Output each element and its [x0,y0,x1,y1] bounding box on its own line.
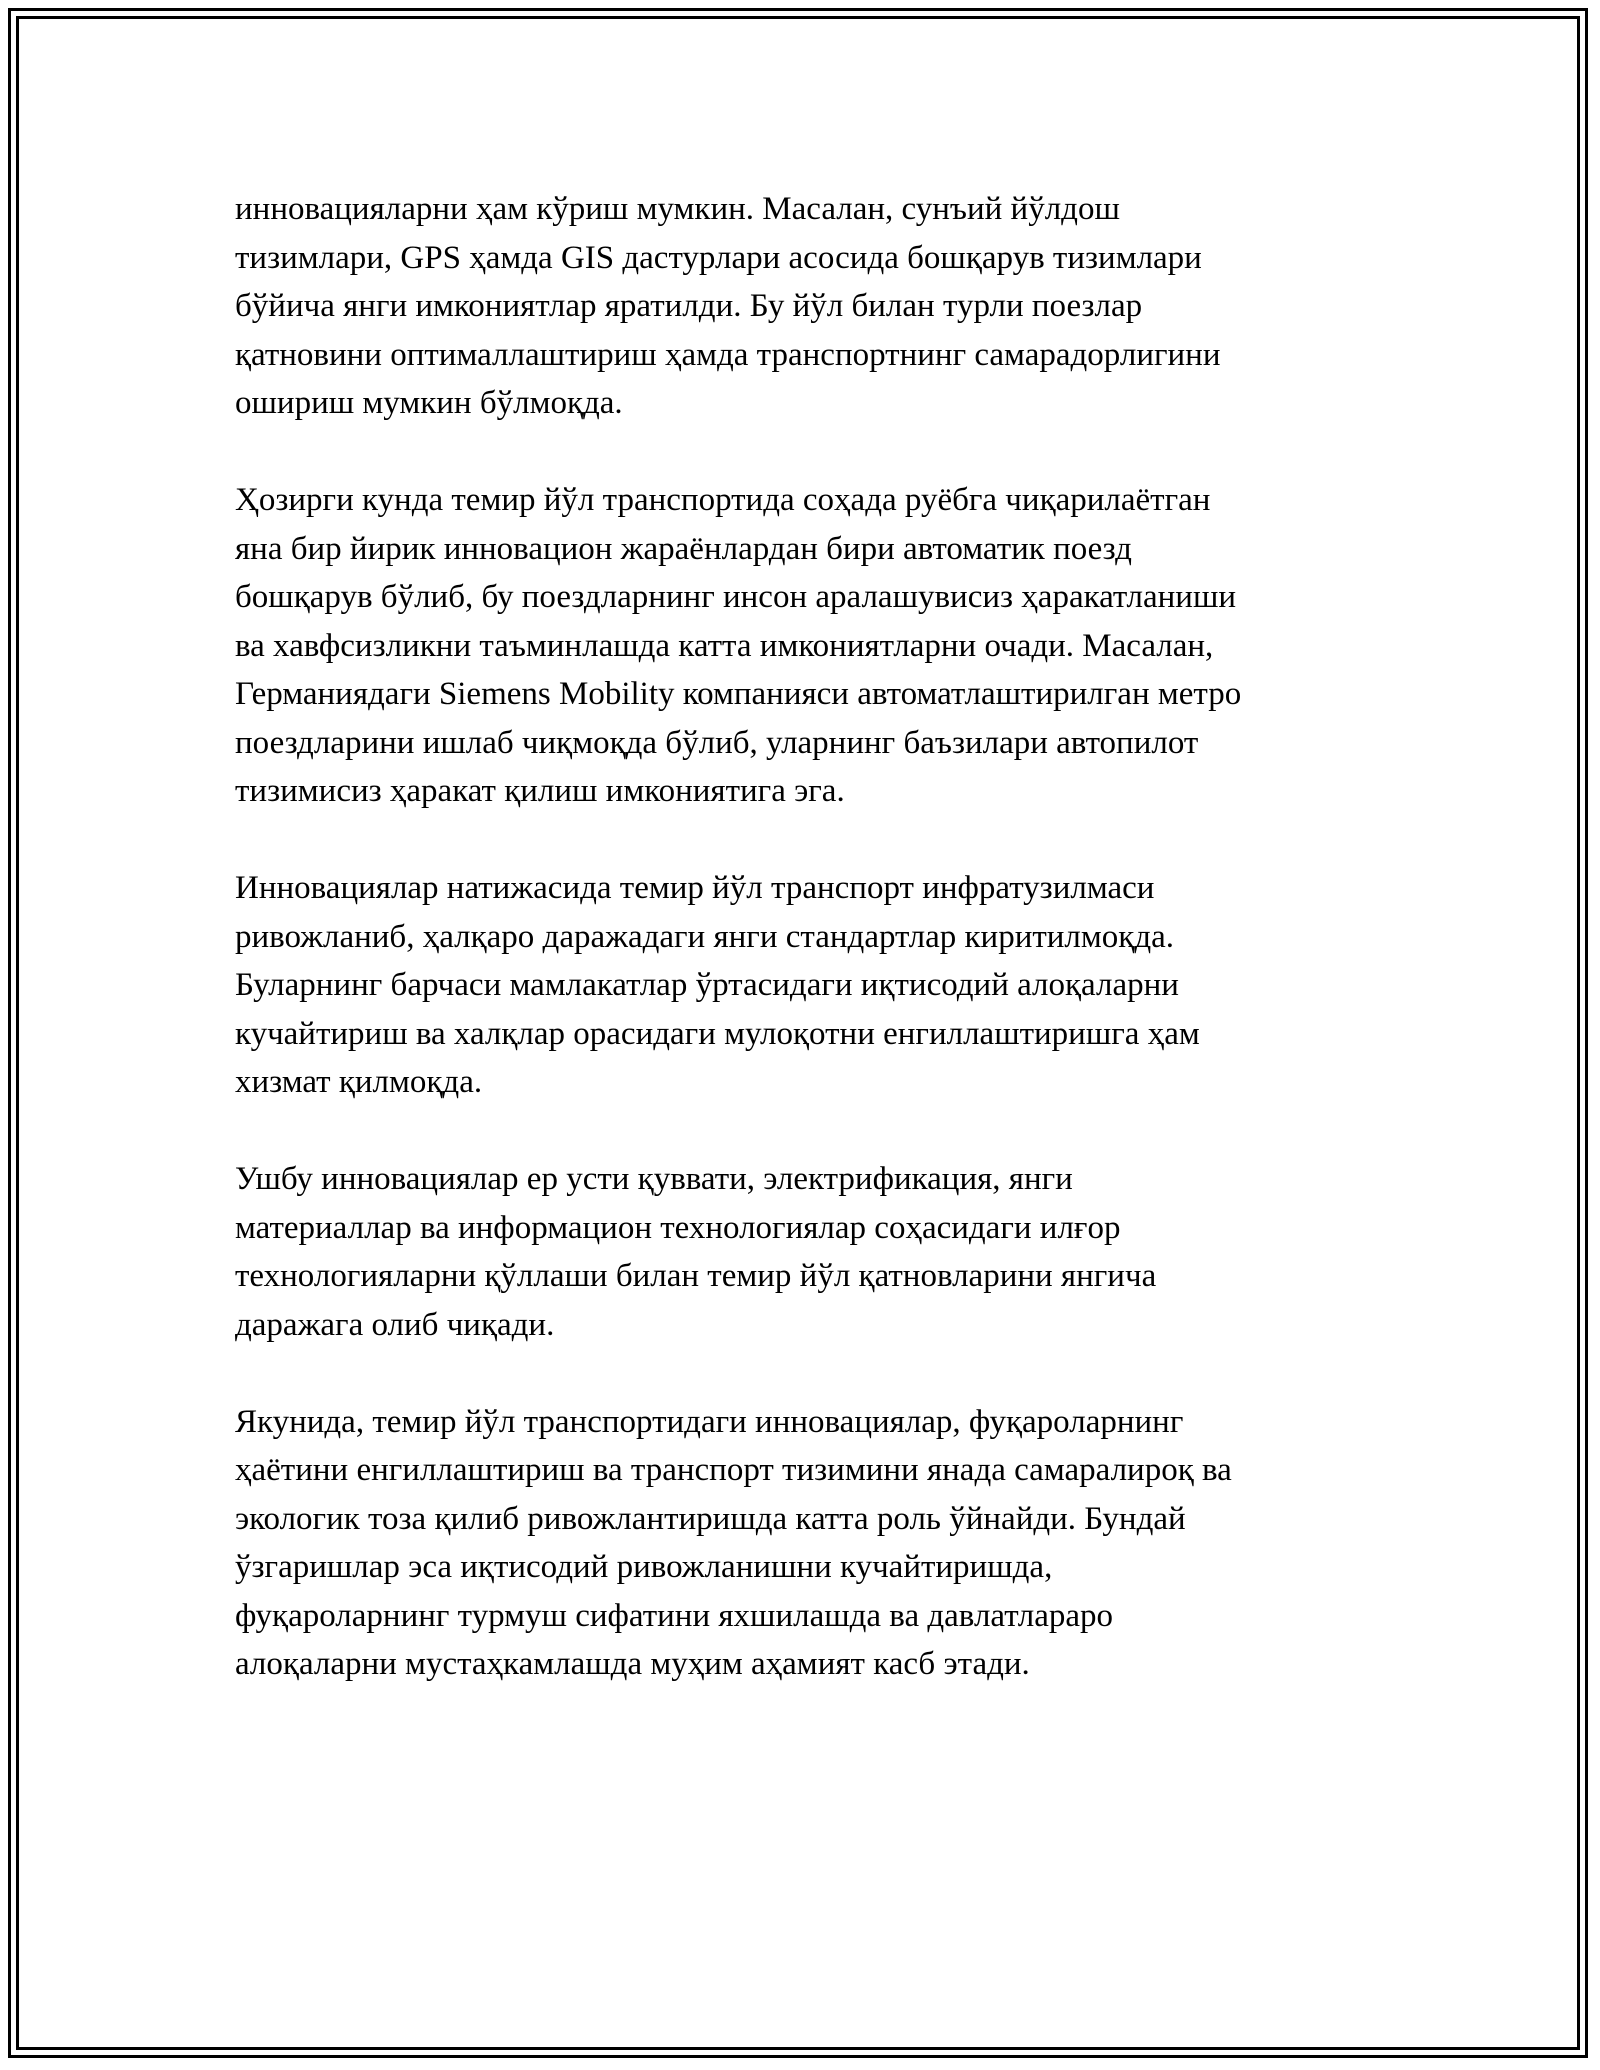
paragraph-innovations-intro [235,185,1375,428]
text-line: ўзгаришлар эса иқтисодий ривожланишни кучайтиришда, [235,1549,1053,1585]
text-line: Германиядаги Siemens Mobility компанияси автоматлаштирилган метро [235,676,1242,712]
text-line: Инновациялар натижасида темир йўл транспорт инфратузилмаси [235,870,1155,906]
text-line: инновацияларни ҳам кўриш мумкин. Масалан, сунъий йўлдош [235,191,1120,227]
paragraph-infrastructure [235,864,1375,1107]
text-line: алоқаларни мустаҳкамлашда муҳим аҳамият касб этади. [235,1646,1030,1682]
paragraph-conclusion [235,1398,1375,1689]
paragraph-technologies [235,1155,1375,1349]
text-line: Буларнинг барчаси мамлакатлар ўртасидаги иқтисодий алоқаларни [235,967,1179,1003]
text-line: даражага олиб чиқади. [235,1306,555,1343]
paragraph-automatic-train-control [235,476,1375,816]
text-line: технологияларни қўллаши билан темир йўл қатновларини янгича [235,1258,1157,1294]
text-line: Ушбу инновациялар ер усти қуввати, электрификация, янги [235,1161,1073,1197]
text-line: тизимисиз ҳаракат қилиш имкониятига эга. [235,773,845,809]
text-line: ривожланиб, ҳалқаро даражадаги янги стандартлар киритилмоқда. [235,918,1175,955]
text-line: Ҳозирги кунда темир йўл транспортида соҳада руёбга чиқарилаётган [235,482,1211,518]
text-line: қатновини оптималлаштириш ҳамда транспортнинг самарадорлигини [235,336,1221,373]
text-line: фуқароларнинг турмуш сифатини яхшилашда ва давлатлараро [235,1597,1114,1634]
text-line: поездларини ишлаб чиқмоқда бўлиб, уларнинг баъзилари автопилот [235,724,1199,761]
text-line: бошқарув бўлиб, бу поездларнинг инсон аралашувисиз ҳаракатланиши [235,579,1237,615]
text-line: хизмат қилмоқда. [235,1064,483,1100]
text-line: материаллар ва информацион технологиялар соҳасидаги илғор [235,1209,1121,1246]
text-line: кучайтириш ва халқлар орасидаги мулоқотни енгиллаштиришга ҳам [235,1015,1200,1052]
text-line: ва хавфсизликни таъминлашда катта имкониятларни очади. Масалан, [235,627,1214,664]
text-line: Якунида, темир йўл транспортидаги инновациялар, фуқароларнинг [235,1403,1184,1440]
text-line: ҳаётини енгиллаштириш ва транспорт тизимини янада самаралироқ ва [235,1452,1232,1488]
document-body [235,185,1375,1737]
text-line: тизимлари, GPS ҳамда GIS дастурлари асосида бошқарув тизимлари [235,239,1202,276]
text-line: экологик тоза қилиб ривожлантиришда катта роль ўйнайди. Бундай [235,1500,1186,1537]
text-line: ошириш мумкин бўлмоқда. [235,385,623,421]
text-line: яна бир йирик инновацион жараёнлардан бири автоматик поезд [235,530,1132,567]
text-line: бўйича янги имкониятлар яратилди. Бу йўл билан турли поезлар [235,288,1143,324]
